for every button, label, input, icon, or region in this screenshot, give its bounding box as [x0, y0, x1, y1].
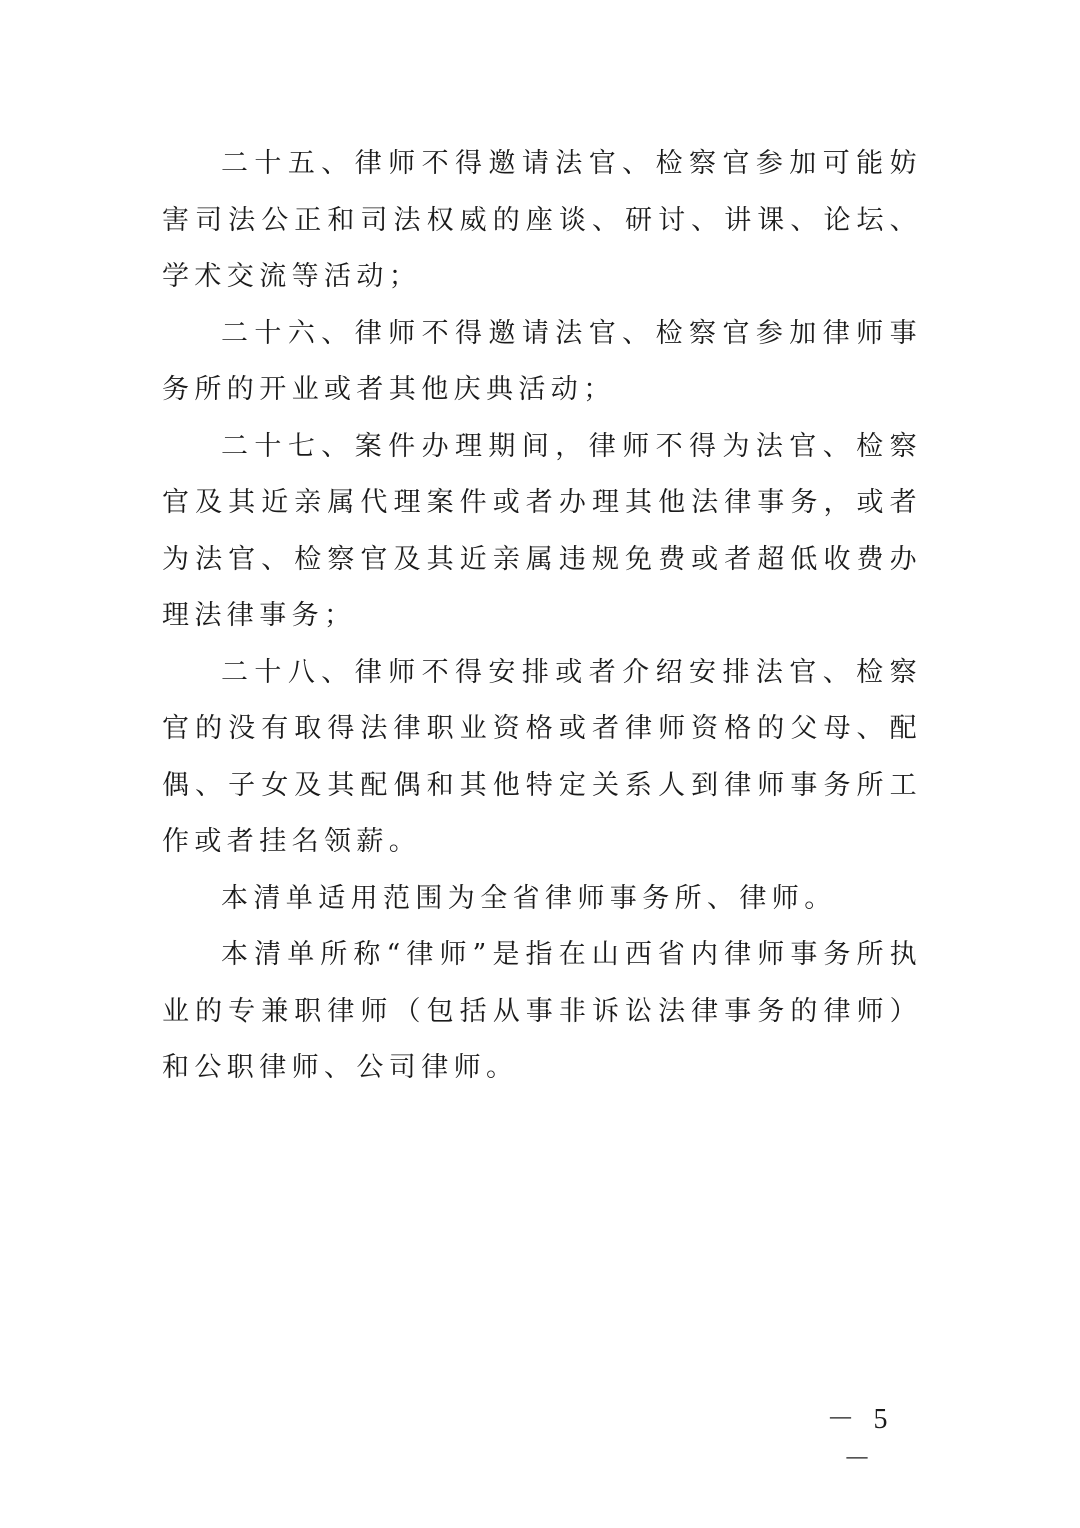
paragraph-item-25: 二十五、律师不得邀请法官、检察官参加可能妨害司法公正和司法权威的座谈、研讨、讲课、论坛、学术交流等活动； [162, 148, 922, 292]
paragraph-item-28: 二十八、律师不得安排或者介绍安排法官、检察官的没有取得法律职业资格或者律师资格的父母、配偶、子女及其配偶和其他特定关系人到律师事务所工作或者挂名领薪。 [162, 656, 922, 857]
paragraph-scope: 本清单适用范围为全省律师事务所、律师。 [221, 882, 837, 914]
paragraph-item-26: 二十六、律师不得邀请法官、检察官参加律师事务所的开业或者其他庆典活动； [162, 317, 922, 405]
page-number: － 5 － [826, 1404, 894, 1475]
paragraph-definition: 本清单所称“律师”是指在山西省内律师事务所执业的专兼职律师（包括从事非诉讼法律事务的律师）和公职律师、公司律师。 [162, 939, 922, 1083]
document-body [162, 136, 922, 1097]
paragraph-item-27: 二十七、案件办理期间，律师不得为法官、检察官及其近亲属代理案件或者办理其他法律事务，或者为法官、检察官及其近亲属违规免费或者超低收费办理法律事务； [162, 430, 922, 631]
